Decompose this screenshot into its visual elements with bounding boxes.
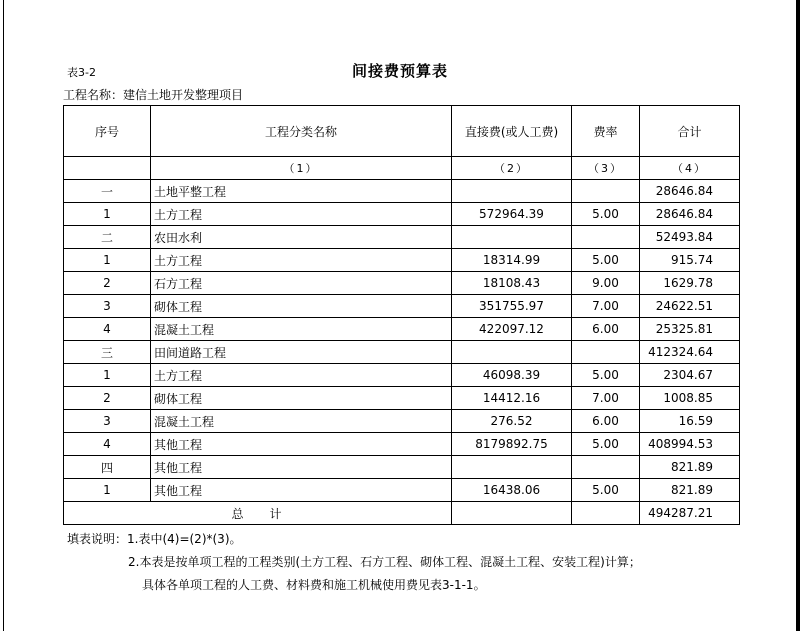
column-number-blank	[64, 157, 151, 180]
row-direct-cost: 46098.39	[452, 364, 572, 387]
row-direct-cost: 276.52	[452, 410, 572, 433]
row-total: 28646.84	[640, 203, 740, 226]
row-total: 52493.84	[640, 226, 740, 249]
row-direct-cost: 351755.97	[452, 295, 572, 318]
row-item-name: 混凝土工程	[151, 410, 452, 433]
row-direct-cost: 422097.12	[452, 318, 572, 341]
row-total: 915.74	[640, 249, 740, 272]
row-total: 821.89	[640, 479, 740, 502]
row-index: 2	[64, 387, 151, 410]
row-rate: 7.00	[572, 295, 640, 318]
window-right-border	[796, 0, 800, 631]
total-row	[64, 502, 740, 525]
column-number-2: （2）	[452, 157, 572, 180]
row-rate: 5.00	[572, 479, 640, 502]
row-rate: 5.00	[572, 433, 640, 456]
table-number: 表3-2	[67, 66, 96, 79]
row-index: 4	[64, 433, 151, 456]
row-rate: 5.00	[572, 364, 640, 387]
row-item-name: 田间道路工程	[151, 341, 452, 364]
row-item-name: 砌体工程	[151, 295, 452, 318]
row-direct-cost: 18314.99	[452, 249, 572, 272]
table-row	[64, 295, 740, 318]
row-index: 3	[64, 410, 151, 433]
row-direct-cost: 14412.16	[452, 387, 572, 410]
header-name: 工程分类名称	[151, 106, 452, 157]
row-total: 1629.78	[640, 272, 740, 295]
row-direct-cost: 16438.06	[452, 479, 572, 502]
notes-section	[67, 528, 641, 597]
row-item-name: 其他工程	[151, 456, 452, 479]
row-index: 1	[64, 364, 151, 387]
note-line-3: 具体各单项工程的人工费、材料费和施工机械使用费见表3-1-1。	[142, 578, 486, 592]
row-total: 412324.64	[640, 341, 740, 364]
row-item-name: 石方工程	[151, 272, 452, 295]
row-rate: 5.00	[572, 249, 640, 272]
row-total: 28646.84	[640, 180, 740, 203]
row-total: 408994.53	[640, 433, 740, 456]
row-total: 16.59	[640, 410, 740, 433]
row-rate	[572, 456, 640, 479]
window-left-border	[3, 0, 4, 631]
total-rate-blank	[572, 502, 640, 525]
table-row	[64, 364, 740, 387]
grand-total-value: 494287.21	[640, 502, 740, 525]
row-rate: 7.00	[572, 387, 640, 410]
table-row	[64, 456, 740, 479]
note-line-1: 填表说明：1.表中(4)=(2)*(3)。	[67, 532, 242, 546]
row-index: 3	[64, 295, 151, 318]
table-row	[64, 341, 740, 364]
table-row	[64, 318, 740, 341]
row-item-name: 混凝土工程	[151, 318, 452, 341]
row-rate: 9.00	[572, 272, 640, 295]
table-row	[64, 272, 740, 295]
table-row	[64, 479, 740, 502]
note-line-2: 2.本表是按单项工程的工程类别(土方工程、石方工程、砌体工程、混凝土工程、安装工程)计算；	[128, 555, 641, 569]
row-direct-cost	[452, 226, 572, 249]
header-row	[64, 106, 740, 157]
row-rate	[572, 341, 640, 364]
row-index: 1	[64, 249, 151, 272]
row-rate: 6.00	[572, 318, 640, 341]
row-rate	[572, 226, 640, 249]
table-row	[64, 387, 740, 410]
row-total: 25325.81	[640, 318, 740, 341]
row-direct-cost	[452, 456, 572, 479]
table-row	[64, 433, 740, 456]
row-direct-cost: 8179892.75	[452, 433, 572, 456]
total-label-b: 计	[269, 506, 284, 521]
row-rate: 5.00	[572, 203, 640, 226]
indirect-cost-table	[63, 105, 740, 525]
row-item-name: 土方工程	[151, 203, 452, 226]
header-direct-cost: 直接费(或人工费)	[452, 106, 572, 157]
table-row	[64, 203, 740, 226]
row-direct-cost: 18108.43	[452, 272, 572, 295]
row-index: 三	[64, 341, 151, 364]
row-total: 1008.85	[640, 387, 740, 410]
document-title: 间接费预算表	[351, 62, 448, 80]
row-item-name: 其他工程	[151, 479, 452, 502]
row-index: 四	[64, 456, 151, 479]
total-direct-blank	[452, 502, 572, 525]
row-index: 1	[64, 479, 151, 502]
header-rate: 费率	[572, 106, 640, 157]
table-row	[64, 180, 740, 203]
row-item-name: 土方工程	[151, 249, 452, 272]
header-index: 序号	[64, 106, 151, 157]
column-number-row	[64, 157, 740, 180]
row-index: 1	[64, 203, 151, 226]
row-total: 24622.51	[640, 295, 740, 318]
row-item-name: 其他工程	[151, 433, 452, 456]
column-number-4: （4）	[640, 157, 740, 180]
table-row	[64, 410, 740, 433]
total-label-a: 总	[231, 506, 246, 521]
row-direct-cost	[452, 180, 572, 203]
row-total: 2304.67	[640, 364, 740, 387]
row-rate: 6.00	[572, 410, 640, 433]
row-rate	[572, 180, 640, 203]
row-index: 二	[64, 226, 151, 249]
row-index: 2	[64, 272, 151, 295]
row-item-name: 土方工程	[151, 364, 452, 387]
row-index: 一	[64, 180, 151, 203]
project-name: 工程名称：建信土地开发整理项目	[63, 88, 244, 102]
row-direct-cost	[452, 341, 572, 364]
row-item-name: 土地平整工程	[151, 180, 452, 203]
table-row	[64, 249, 740, 272]
row-item-name: 农田水利	[151, 226, 452, 249]
row-direct-cost: 572964.39	[452, 203, 572, 226]
row-item-name: 砌体工程	[151, 387, 452, 410]
total-label	[64, 502, 452, 525]
header-total: 合计	[640, 106, 740, 157]
table-row	[64, 226, 740, 249]
column-number-1: （1）	[151, 157, 452, 180]
row-total: 821.89	[640, 456, 740, 479]
column-number-3: （3）	[572, 157, 640, 180]
row-index: 4	[64, 318, 151, 341]
